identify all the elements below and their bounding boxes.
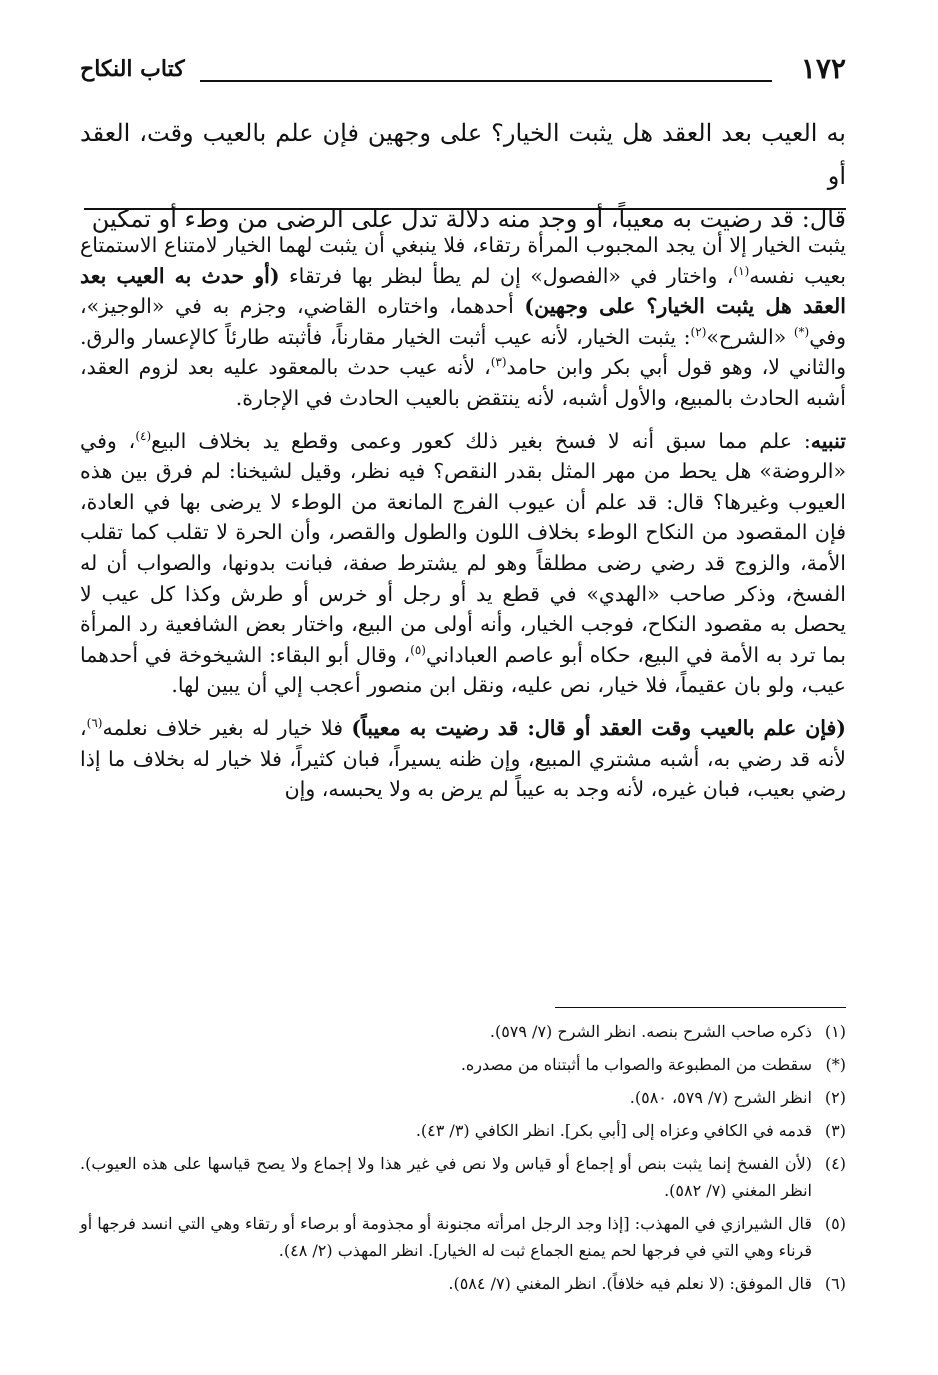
footnote-ref[interactable]: (٣) (490, 355, 507, 370)
page-header (80, 52, 846, 92)
text-run: «الشرح» (706, 324, 794, 349)
note-label: تنبيه (810, 428, 847, 453)
footnote-ref[interactable]: (٢) (690, 324, 707, 339)
footnote-ref[interactable]: (*) (793, 324, 810, 339)
footnote (80, 1084, 846, 1111)
footnote-ref[interactable]: (٤) (135, 428, 152, 443)
footnote (80, 1150, 846, 1204)
page-number: ١٧٢ (800, 52, 846, 85)
text-run: ، وفي «الروضة» هل يحط من مهر المثل بقدر النقص؟ فيه نظر، وقيل لشيخنا: لم فرق بين هذه العيوب وغيرها؟ قال: قد علم أن عيوب الفرج المانعة من الوطء لا يرضى بها في العادة، فإن المقصود من النكاح الوطء بخلاف اللون والطول والقصر، وأن الحرة لا تقلب كما تقلب الأمة، والزوج قد رضي رضى مطلقاً وهو لم يشترط صفة، فبانت بدونها، والصواب أن له الفسخ، وذكر صاحب «الهدي» في قطع يد أو رجل أو خرس أو طرش وكذا كل عيب لا يحصل به مقصود النكاح، فوجب الخيار، وأنه أولى من البيع، واختار بعض الشافعية رد المرأة بما ترد به الأمة في البيع، حكاه أبو عاصم العباداني (80, 428, 846, 667)
matn-line: قال: قد رضيت به معيباً، أو وجد منه دلالة تدل على الرضى من وطء أو تمكين (91, 205, 846, 233)
footnote-text: سقطت من المطبوعة والصواب ما أثبتناه من مصدره. (460, 1055, 812, 1074)
text-run: ، لأنه قد رضي به، أشبه مشتري المبيع، وإن ظنه يسيراً، فبان كثيراً، فلا خيار له بخلاف ما إذا رضي بعيب، فبان غيره، لأنه وجد به عيباً لم يرض به ولا يحبسه، وإن (80, 715, 846, 802)
text-run: : يثبت الخيار، لأنه عيب أثبت الخيار مقارناً، فأثبته طارئاً كالإعسار والرق. والثاني لا، وهو قول أبي بكر وابن حامد (80, 324, 846, 380)
matn-line: به العيب بعد العقد هل يثبت الخيار؟ على وجهين فإن علم بالعيب وقت، العقد أو (80, 119, 846, 190)
footnote-text: ذكره صاحب الشرح بنصه. انظر الشرح (٧/ ٥٧٩). (489, 1022, 812, 1041)
footnote-ref[interactable]: (٦) (86, 716, 103, 731)
text-run: ، واختار في «الفصول» إن لم يطأ لبظر بها فرتقاء (279, 263, 734, 288)
text-run: يثبت الخيار إلا أن يجد المجبوب المرأة رتقاء، فلا ينبغي أن يثبت لهما الخيار لامتناع الاستمتاع بعيب نفسه (80, 233, 846, 288)
footnote (80, 1270, 846, 1297)
header-rule (200, 80, 772, 82)
footnote-number: (٢) (824, 1088, 846, 1107)
footnote-text: (لأن الفسخ إنما يثبت بنص أو إجماع أو قياس ولا نص في غير هذا ولا إجماع ولا يصح قياسها على هذه العيوب). انظر المغني (٧/ ٥٨٢). (80, 1154, 812, 1200)
footnote-text: قال الموفق: (لا نعلم فيه خلافاً). انظر المغني (٧/ ٥٨٤). (448, 1274, 812, 1293)
commentary (80, 230, 846, 815)
commentary-paragraph (80, 230, 846, 414)
matn-divider (84, 208, 846, 210)
footnote-text: قال الشيرازي في المهذب: [إذا وجد الرجل امرأته مجنونة أو مجذومة أو برصاء أو رتقاء وهي التي انسد فرجها أو قرناء وهي التي في فرجها لحم يمنع الجماع ثبت له الخيار]. انظر المهذب (٢/ ٤٨). (80, 1214, 812, 1260)
matn-text (80, 112, 846, 241)
footnote-ref[interactable]: (٥) (410, 642, 426, 657)
footnote-number: (١) (824, 1022, 846, 1041)
footnote (80, 1210, 846, 1264)
footnote-number: (*) (825, 1055, 846, 1074)
footnote-ref[interactable]: (١) (733, 263, 750, 278)
footnote (80, 1117, 846, 1144)
footnote-number: (٣) (824, 1121, 846, 1140)
book-title: كتاب النكاح (80, 56, 185, 82)
footnote (80, 1018, 846, 1045)
commentary-paragraph (80, 426, 846, 701)
quoted-matn: (فإن علم بالعيب وقت العقد أو قال: قد رضيت به معيباً) (351, 715, 846, 740)
quoted-matn: (أو حدث به العيب بعد العقد هل يثبت الخيار؟ على وجهين) (80, 263, 846, 319)
footnote-text: انظر الشرح (٧/ ٥٧٩، ٥٨٠). (629, 1088, 812, 1107)
footnote-text: قدمه في الكافي وعزاه إلى [أبي بكر]. انظر الكافي (٣/ ٤٣). (415, 1121, 812, 1140)
footnote-divider (555, 1007, 846, 1008)
footnotes (80, 1018, 846, 1303)
text-run: أحدهما، واختاره القاضي، وجزم به في «الوجيز»، وفي (80, 294, 847, 349)
text-run: ، وقال أبو البقاء: الشيخوخة في أحدهما عيب، ولو بان عقيماً، فلا خيار، نص عليه، ونقل ابن منصور أعجب إلي أن يبين لها. (80, 642, 846, 698)
commentary-paragraph (80, 713, 846, 805)
footnote (80, 1051, 846, 1078)
footnote-number: (٥) (824, 1214, 846, 1233)
footnote-number: (٤) (824, 1154, 846, 1173)
text-run: ، لأنه عيب حدث بالمعقود عليه بعد لزوم العقد، أشبه الحادث بالمبيع، والأول أشبه، لأنه ينتقض بالعيب الحادث في الإجارة. (80, 355, 846, 410)
text-run: فلا خيار له بغير خلاف نعلمه (102, 715, 352, 740)
footnote-number: (٦) (824, 1274, 846, 1293)
text-run: : علم مما سبق أنه لا فسخ بغير ذلك كعور وعمى وقطع يد بخلاف البيع (151, 428, 811, 453)
